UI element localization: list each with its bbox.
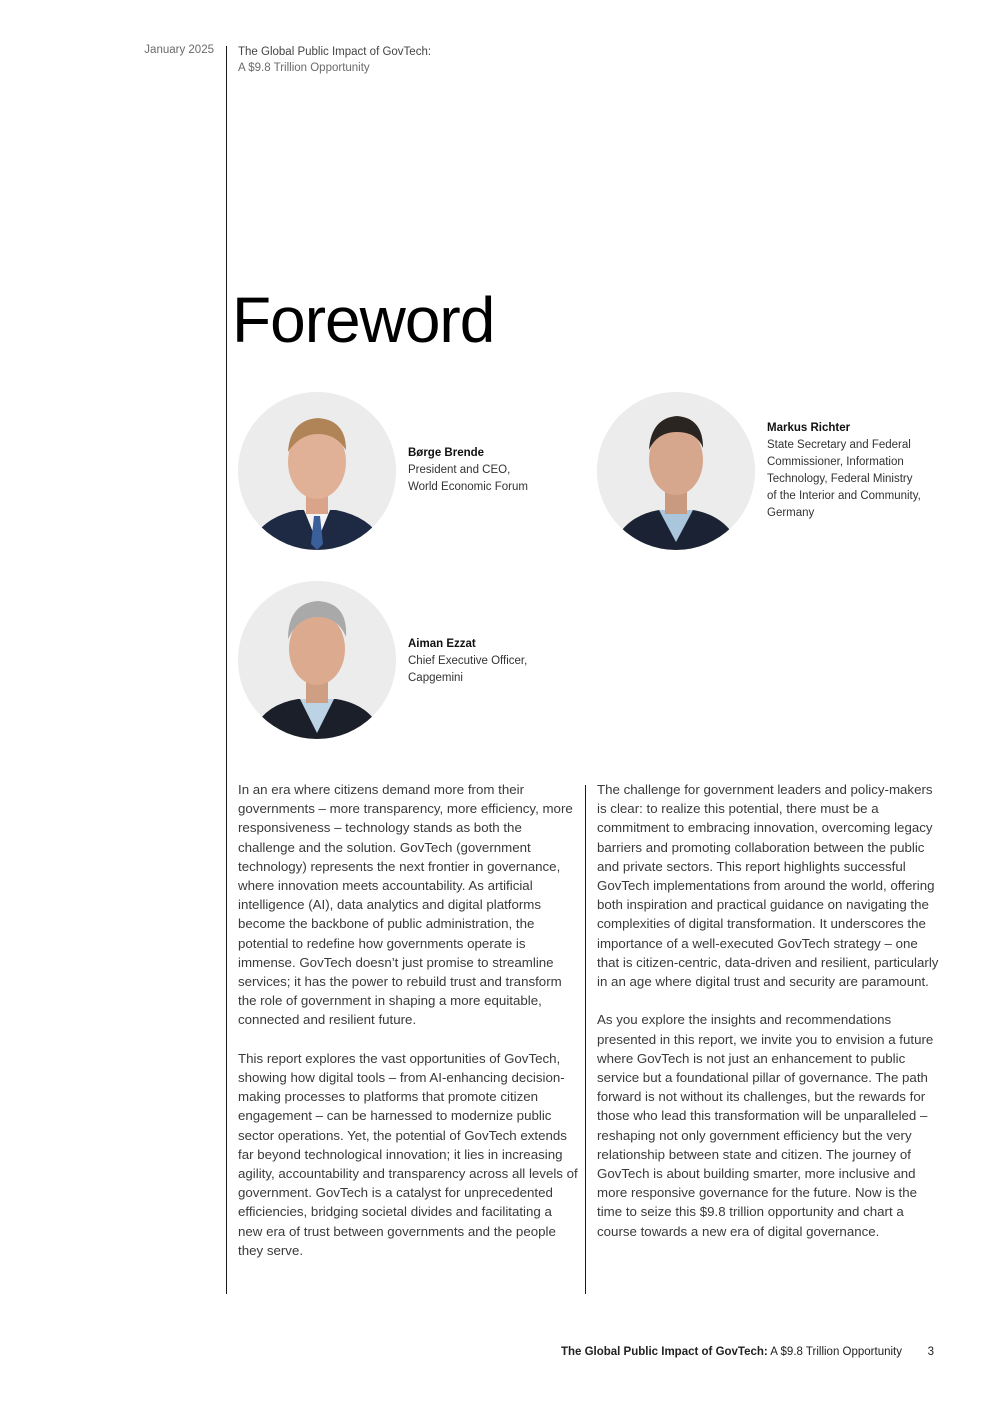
- person-role: Chief Executive Officer, Capgemini: [408, 655, 528, 684]
- person-role: State Secretary and Federal Commissioner, Information Technology, Federal Ministry of the Interior and Community, Germany: [767, 439, 921, 519]
- person-name: Børge Brende: [408, 447, 485, 459]
- person-name: Aiman Ezzat: [408, 638, 476, 650]
- person-role: President and CEO, World Economic Forum: [408, 464, 528, 493]
- person-aiman-ezzat: [408, 636, 578, 687]
- margin-rule: [226, 46, 227, 1294]
- header-date: January 2025: [144, 44, 214, 56]
- body-column-left: [238, 780, 578, 1279]
- paragraph: As you explore the insights and recommendations presented in this report, we invite you to envision a future where GovTech is not just an enhancement to public service but a foundational pillar of governance. The path forward is not without its challenges, but the rewards for those who lead this transformation will be unparalleled – reshaping not only government efficiency but the very relationship between state and citizen. The journey of GovTech is about building smarter, more inclusive and more responsive governance for the future. Now is the time to seize this $9.8 trillion opportunity and chart a course towards a new era of digital governance.: [597, 1012, 934, 1239]
- paragraph: The challenge for government leaders and policy-makers is clear: to realize this potential, there must be a commitment to embracing innovation, overcoming legacy barriers and promoting collaboration between the public and private sectors. This report highlights successful GovTech implementations from around the world, offering both inspiration and practical guidance on navigating the complexities of digital transformation. It underscores the importance of a well-executed GovTech strategy – one that is citizen-centric, data-driven and resilient, particularly in an age where digital trust and security are paramount.: [597, 782, 939, 990]
- header-title-line1: The Global Public Impact of GovTech:: [238, 46, 432, 58]
- paragraph: This report explores the vast opportunities of GovTech, showing how digital tools – from AI-enhancing decision-making processes to platforms that promote citizen engagement – can be harnessed to modernize public sector operations. Yet, the potential of GovTech extends far beyond technological innovation; it lies in increasing agility, accountability and transparency across all levels of government. GovTech is a catalyst for unprecedented efficiencies, bridging societal divides and facilitating a new era of trust between governments and the people they serve.: [238, 1050, 578, 1258]
- column-divider: [585, 785, 586, 1294]
- page-title: Foreword: [232, 284, 495, 356]
- person-name: Markus Richter: [767, 422, 851, 434]
- paragraph: In an era where citizens demand more from their governments – more transparency, more efficiency, more responsiveness – technology stands as both the challenge and the solution. GovTech (government technology) represents the next frontier in governance, where innovation meets accountability. As artificial intelligence (AI), data analytics and digital platforms become the backbone of public administration, the potential to redefine how governments operate is immense. GovTech doesn’t just promise to streamline services; it has the power to rebuild trust and transform the role of government in shaping a more equitable, connected and resilient future.: [238, 782, 573, 1028]
- footer-title: [400, 1346, 902, 1358]
- header-title-line2: A $9.8 Trillion Opportunity: [238, 62, 370, 74]
- person-markus-richter: [767, 420, 947, 522]
- portrait-markus-richter: [597, 392, 755, 550]
- footer-title-rest: A $9.8 Trillion Opportunity: [767, 1346, 902, 1358]
- portrait-aiman-ezzat: [238, 581, 396, 739]
- footer-title-bold: The Global Public Impact of GovTech:: [560, 1346, 768, 1358]
- header-title: [238, 44, 431, 76]
- person-borge-brende: [408, 445, 578, 496]
- body-column-right: [597, 780, 942, 1260]
- portrait-borge-brende: [238, 392, 396, 550]
- page-number: 3: [927, 1346, 934, 1358]
